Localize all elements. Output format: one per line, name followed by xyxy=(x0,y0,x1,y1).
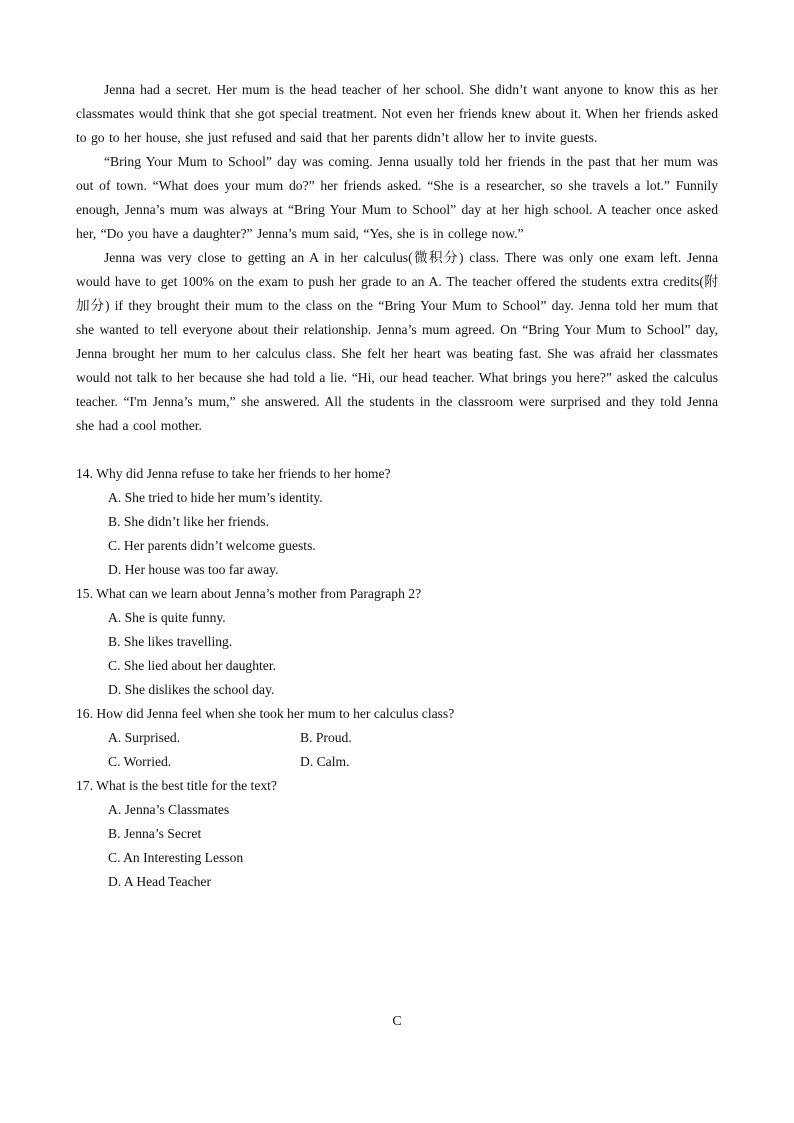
option-a: A. She tried to hide her mum’s identity. xyxy=(108,490,323,505)
option-c: C. Her parents didn’t welcome guests. xyxy=(108,538,316,553)
option-b: B. She didn’t like her friends. xyxy=(108,514,269,529)
option-d: D. Her house was too far away. xyxy=(108,562,279,577)
passage-page xyxy=(76,78,718,894)
option-c: C. Worried. xyxy=(108,754,172,769)
option-c: C. She lied about her daughter. xyxy=(108,658,276,673)
passage xyxy=(76,78,718,438)
option-row xyxy=(108,726,718,750)
passage-paragraph-2: “Bring Your Mum to School” day was coming. Jenna usually told her friends in the past that her mum was out of town. “What does your mum do?” her friends asked. “She is a researcher, so she travels a lot.” Funnily enough, Jenna’s mum was always at “Bring Your Mum to School” day at her high school. A teacher once asked her, “Do you have a daughter?” Jenna’s mum said, “Yes, she is in college now.” xyxy=(76,154,718,241)
passage-paragraph-3: Jenna was very close to getting an A in her calculus(微积分) class. There was only one exam left. Jenna would have to get 100% on the exam to push her grade to an A. The teacher offered the students extra credits(附加分) if they brought their mum to the class on the “Bring Your Mum to School” day. Jenna told her mum that she wanted to tell everyone about their relationship. Jenna’s mum agreed. On “Bring Your Mum to School” day, Jenna brought her mum to her calculus class. She felt her heart was beating fast. She was afraid her classmates would not talk to her because she had told a lie. “Hi, our head teacher. What brings you here?” asked the calculus teacher. “I'm Jenna’s mum,” she answered. All the students in the classroom were surprised and they told Jenna she had a cool mother. xyxy=(76,250,718,433)
question-stem: 16. How did Jenna feel when she took her mum to her calculus class? xyxy=(76,706,455,721)
option-b: B. She likes travelling. xyxy=(108,634,233,649)
question-stem: 14. Why did Jenna refuse to take her friends to her home? xyxy=(76,466,391,481)
option-a: A. Surprised. xyxy=(108,730,181,745)
question-15 xyxy=(76,582,718,702)
question-stem: 15. What can we learn about Jenna’s mother from Paragraph 2? xyxy=(76,586,422,601)
passage-paragraph-1: Jenna had a secret. Her mum is the head teacher of her school. She didn’t want anyone to know this as her classmates would think that she got special treatment. Not even her friends knew about it. When her friends asked to go to her house, she just refused and said that her parents didn’t allow her to invite guests. xyxy=(76,82,718,145)
question-stem: 17. What is the best title for the text? xyxy=(76,778,277,793)
question-list xyxy=(76,462,718,894)
section-label: C xyxy=(392,1014,402,1029)
question-17 xyxy=(76,774,718,894)
option-b: B. Jenna’s Secret xyxy=(108,826,202,841)
option-row xyxy=(108,750,718,774)
option-a: A. Jenna’s Classmates xyxy=(108,802,230,817)
question-16 xyxy=(76,702,718,774)
option-d: D. A Head Teacher xyxy=(108,874,211,889)
option-a: A. She is quite funny. xyxy=(108,610,226,625)
option-b: B. Proud. xyxy=(300,730,352,745)
question-14 xyxy=(76,462,718,582)
option-d: D. She dislikes the school day. xyxy=(108,682,275,697)
option-c: C. An Interesting Lesson xyxy=(108,850,244,865)
option-d: D. Calm. xyxy=(300,754,350,769)
